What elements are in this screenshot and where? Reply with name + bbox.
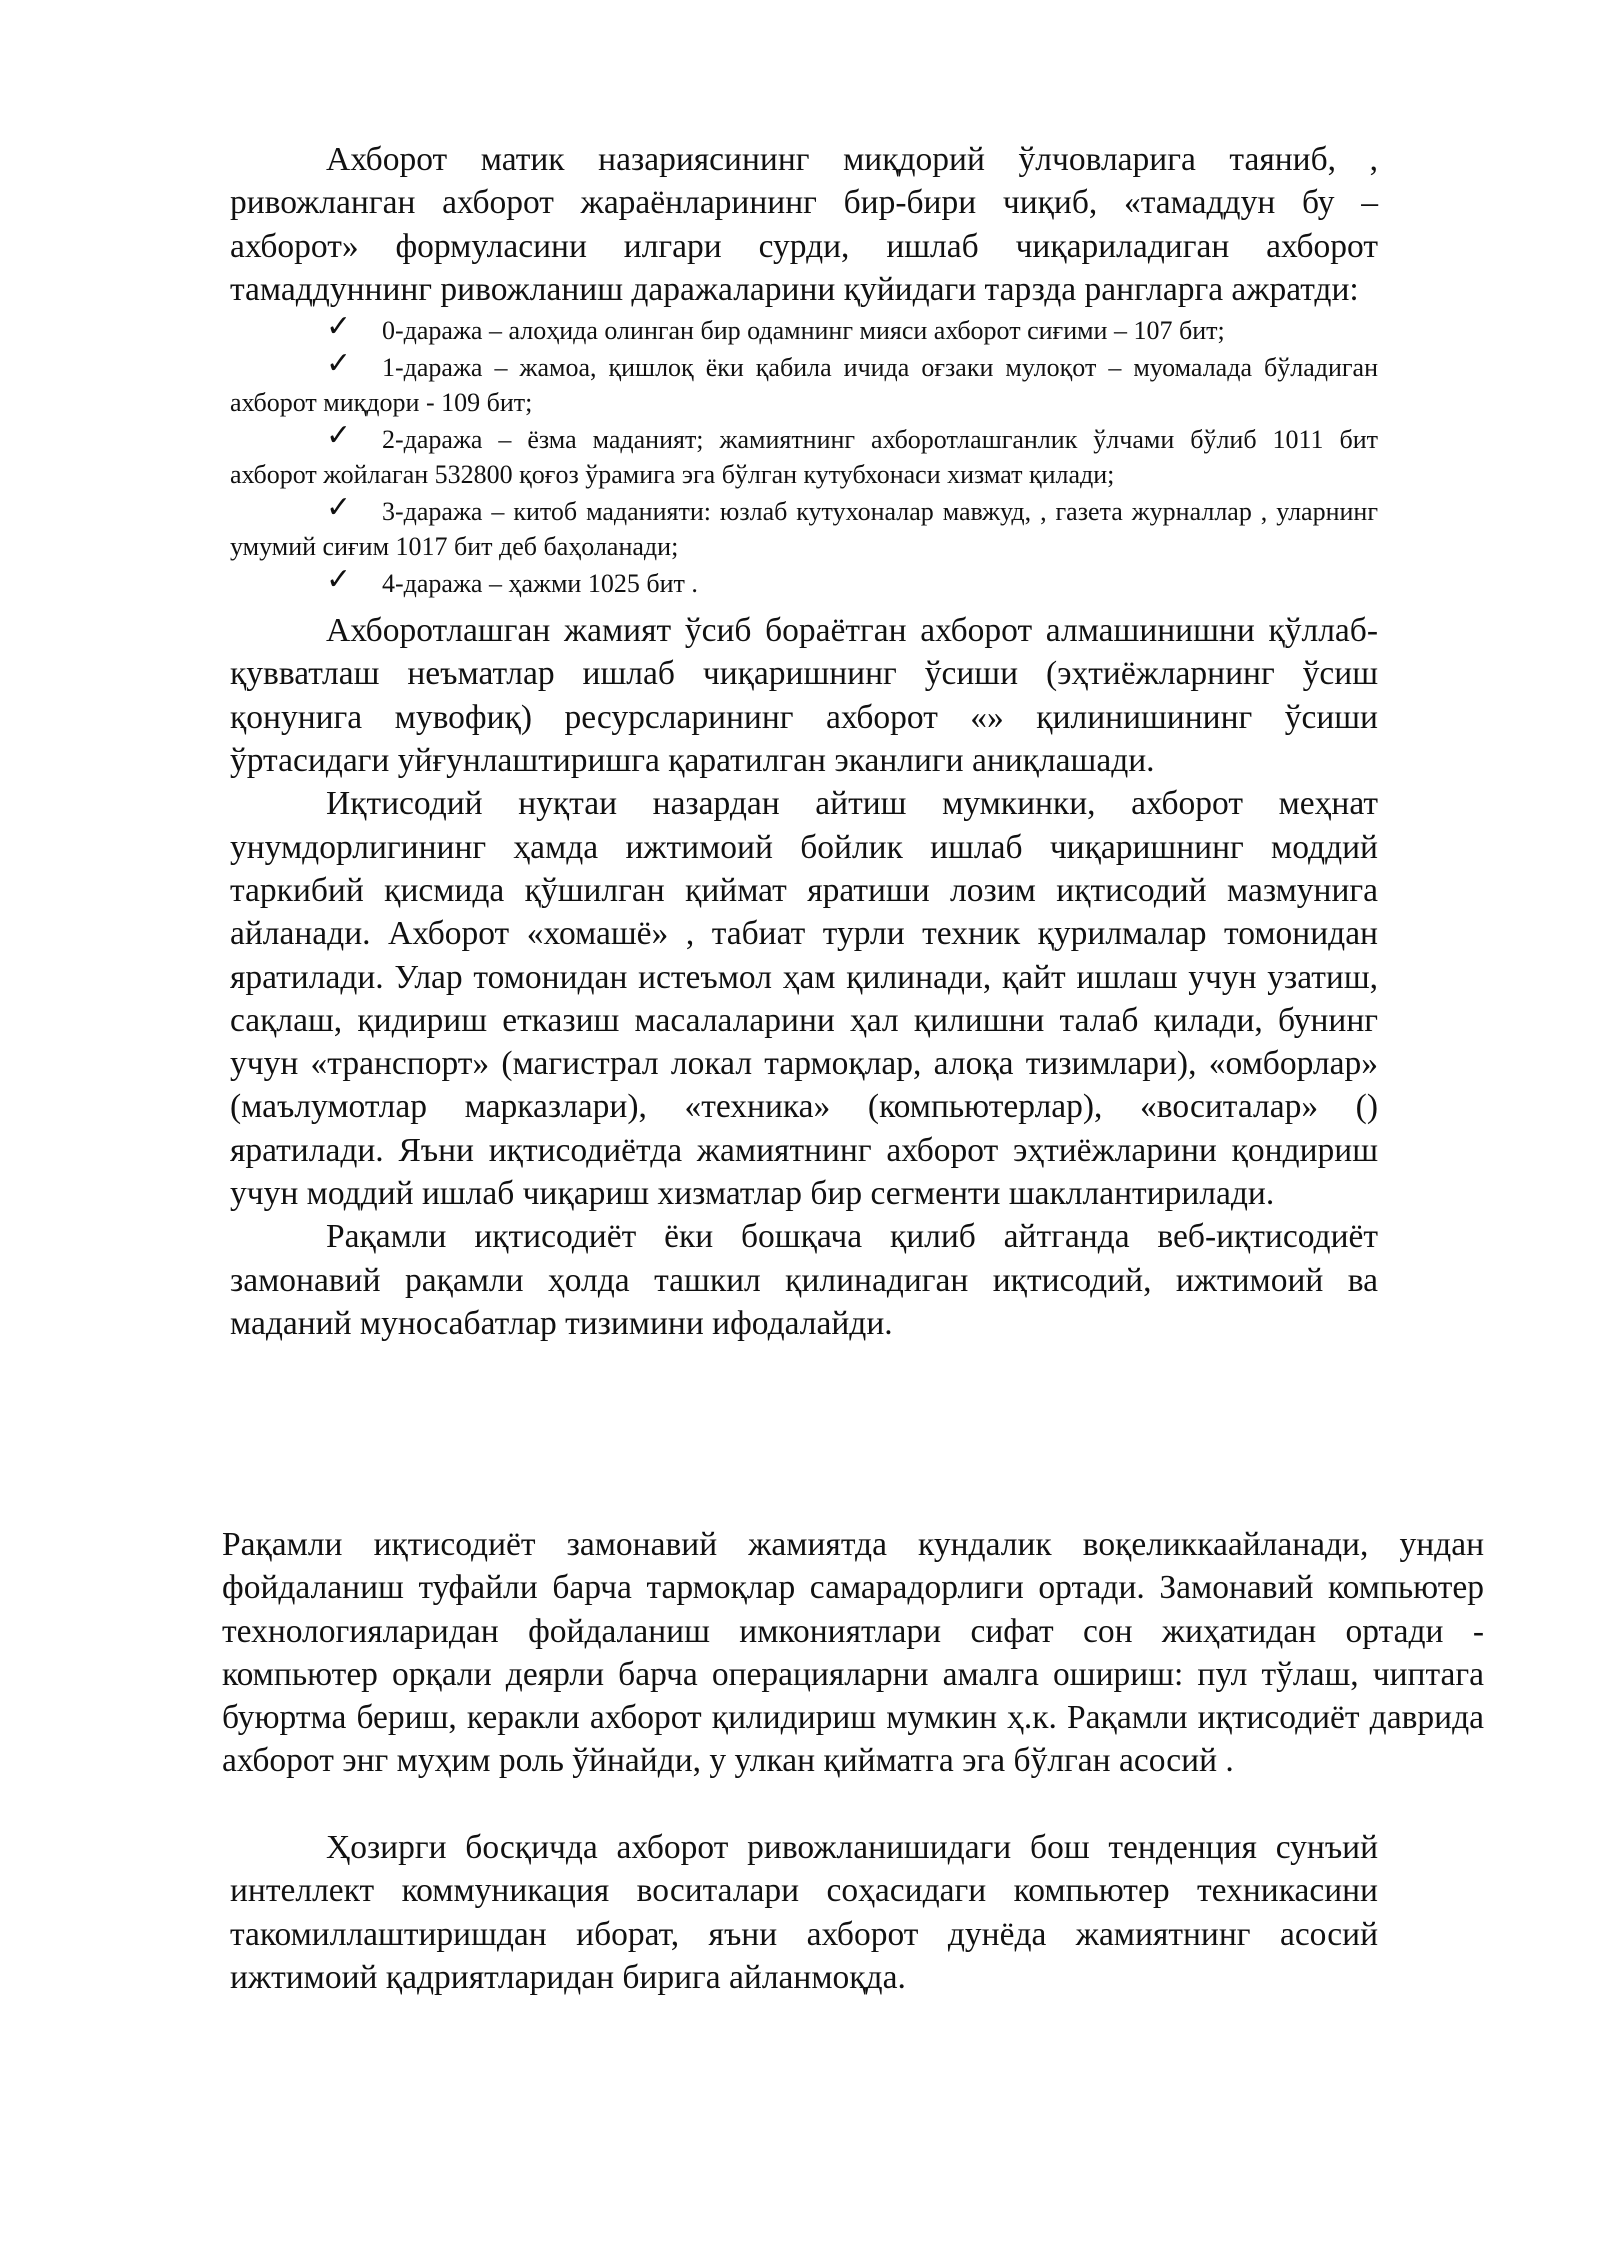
- list-item: [230, 309, 1378, 348]
- paragraph-economic-view: Иқтисодий нуқтаи назардан айтиш мумкинки, ахборот меҳнат унумдорлигининг ҳамда ижтимоий бойлик ишлаб чиқаришнинг моддий таркибий қисмида қўшилган қиймат яратиши лозим иқтисодий мазмунига айланади. Ахборот «хомашё» , табиат турли техник қурилмалар томонидан яратилади. Улар томонидан истеъмол ҳам қилинади, қайт ишлаш учун узатиш, сақлаш, қидириш етказиш масалаларини ҳал қилишни талаб қилади, бунинг учун «транспорт» (магистрал локал тармоқлар, алоқа тизимлари), «омборлар» (маълумотлар марказлари), «техника» (компьютерлар), «воситалар» () яратилади. Яъни иқтисодиётда жамиятнинг ахборот эҳтиёжларини қондириш учун моддий ишлаб чиқариш хизматлар бир сегменти шакллантирилади.: [230, 785, 1378, 1213]
- check-icon: ✓: [326, 346, 352, 382]
- paragraph-intro: Ахборот матик назариясининг миқдорий ўлчовларига таяниб, , ривожланган ахборот жараёнларининг бир-бири чиқиб, «тамаддун бу – ахборот» формуласини илгари сурди, ишлаб чиқариладиган ахборот тамаддуннинг ривожланиш даражаларини қуйидаги тарзда рангларга ажратди:: [230, 141, 1378, 308]
- list-item: [230, 418, 1378, 492]
- paragraph-digital-economy-reality: Рақамли иқтисодиёт замонавий жамиятда кундалик воқеликкаайланади, ундан фойдаланиш туфайли барча тармоқлар самарадорлиги ортади. Замонавий компьютер технологияларидан фойдаланиш имкониятлари сифат сон жиҳатидан ортади - компьютер орқали деярли барча операцияларни амалга ошириш: пул тўлаш, чиптага буюртма бериш, керакли ахборот қилидириш мумкин ҳ.к. Рақамли иқтисодиёт даврида ахборот энг муҳим роль ўйнайди, у улкан қийматга эга бўлган асосий .: [222, 1526, 1484, 1780]
- check-icon: ✓: [326, 418, 352, 454]
- paragraph-information-society: Ахборотлашган жамият ўсиб бораётган ахборот алмашинишни қўллаб- қувватлаш неъматлар ишлаб чиқаришнинг ўсиши (эҳтиёжларнинг ўсиш қонунига мувофиқ) ресурсларининг ахборот «» қилинишининг ўсиши ўртасидаги уйғунлаштиришга қаратилган эканлиги аниқлашади.: [230, 612, 1378, 780]
- list-item-text: 3-даража – китоб маданияти: юзлаб кутухоналар мавжуд, , газета журналлар , уларнинг умумий сиғим 1017 бит деб баҳоланади;: [230, 497, 1378, 562]
- text-column-main: [230, 138, 1378, 1345]
- list-item-text: 2-даража – ёзма маданият; жамиятнинг ахборотлашганлик ўлчами бўлиб 1011 бит ахборот жойлаган 532800 қоғоз ўрамига эга бўлган кутубхонаси хизмат қилади;: [230, 425, 1378, 490]
- list-item-text: 1-даража – жамоа, қишлоқ ёки қабила ичида оғзаки мулоқот – муомалада бўладиган ахборот миқдори - 109 бит;: [230, 353, 1378, 418]
- list-item-text: 4-даража – ҳажми 1025 бит .: [382, 569, 698, 599]
- list-item: [230, 490, 1378, 564]
- check-icon: ✓: [326, 562, 352, 598]
- paragraph-current-stage: Ҳозирги босқичда ахборот ривожланишидаги бош тенденция сунъий интеллект коммуникация воситалари соҳасидаги компьютер техникасини такомиллаштиришдан иборат, яъни ахборот дунёда жамиятнинг асосий ижтимоий қадриятларидан бирига айланмоқда.: [230, 1829, 1378, 1996]
- check-icon: ✓: [326, 309, 352, 345]
- paragraph-digital-economy-definition: Рақамли иқтисодиёт ёки бошқача қилиб айтганда веб-иқтисодиёт замонавий рақамли ҳолда ташкил қилинадиган иқтисодий, ижтимоий ва маданий муносабатлар тизимини ифодалайди.: [230, 1218, 1378, 1342]
- text-column-wide: [222, 1523, 1484, 1783]
- list-item-text: 0-даража – алоҳида олинган бир одамнинг мияси ахборот сиғими – 107 бит;: [382, 316, 1225, 346]
- levels-list: [230, 309, 1378, 601]
- check-icon: ✓: [326, 490, 352, 526]
- text-column-final: [230, 1826, 1378, 1999]
- list-item: [230, 346, 1378, 420]
- list-item: [230, 562, 1378, 601]
